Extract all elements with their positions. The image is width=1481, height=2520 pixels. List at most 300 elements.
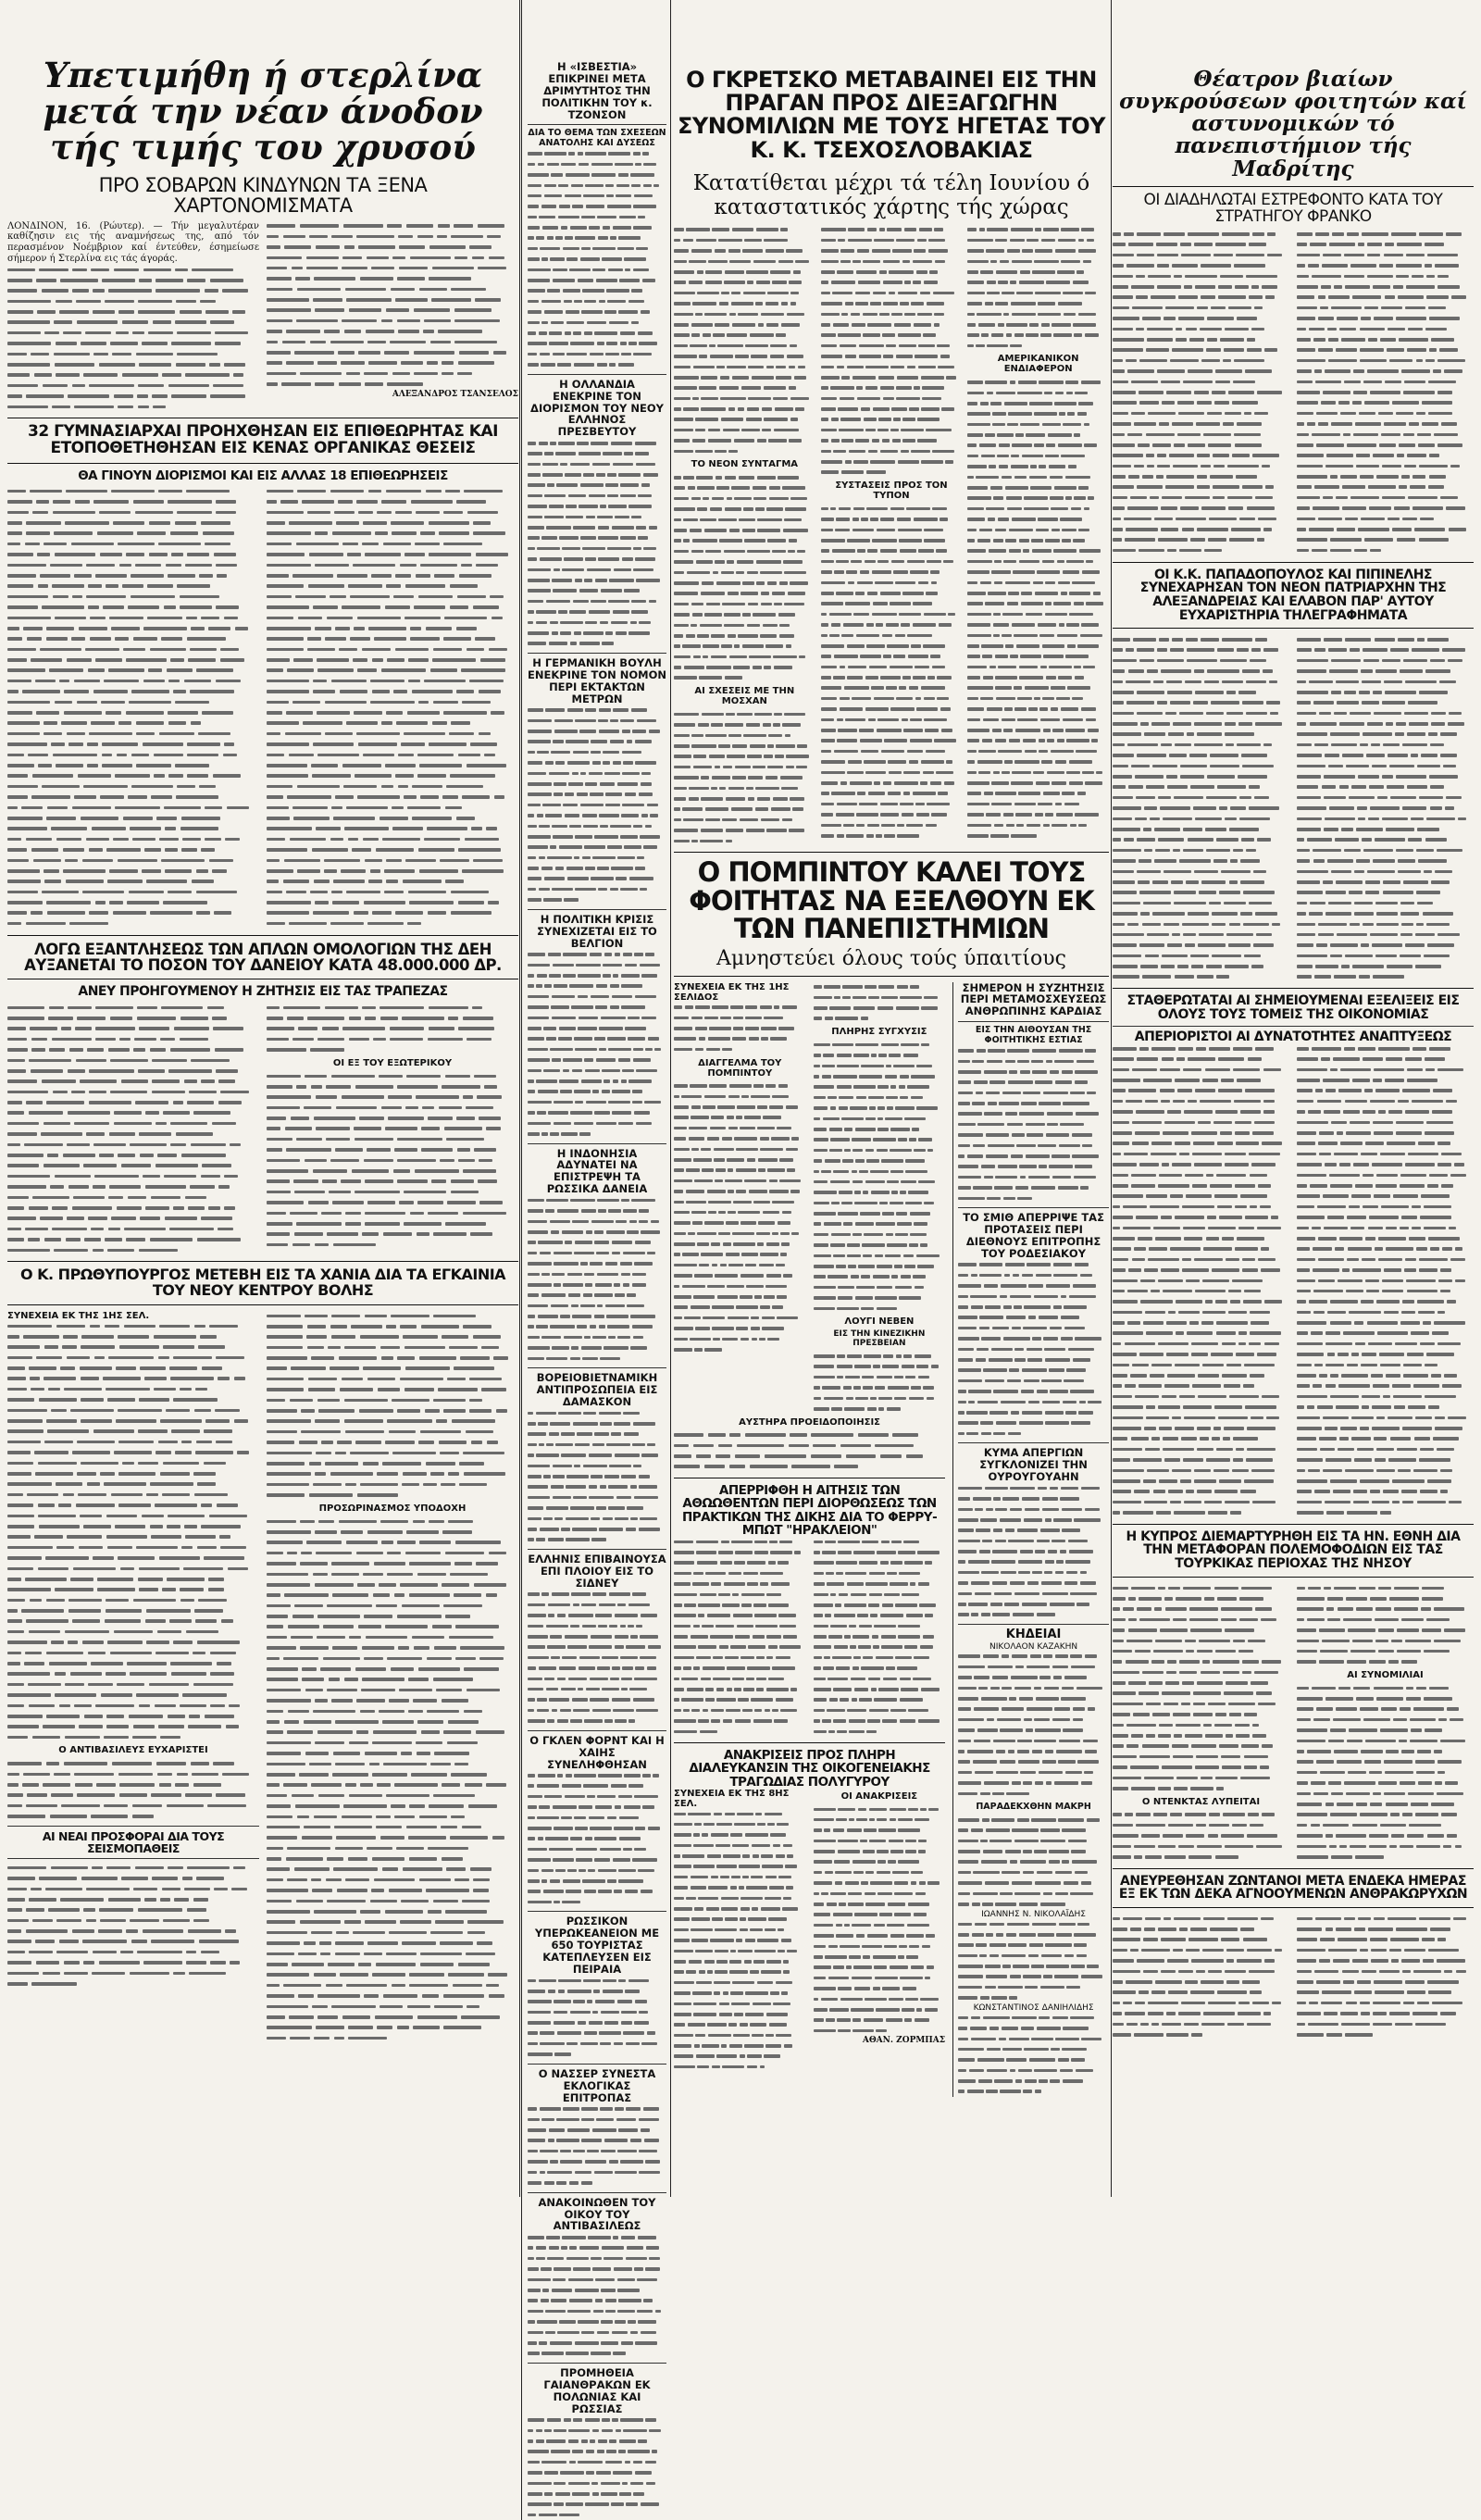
text-line: [1113, 482, 1289, 493]
text-line: [674, 1925, 806, 1935]
text-line: [814, 1716, 946, 1727]
text-line: [1113, 1678, 1289, 1688]
text-line: [7, 1769, 259, 1779]
text-line: [528, 2177, 666, 2188]
text-line: [674, 662, 815, 672]
text-line: [528, 149, 666, 159]
text-line: [814, 1590, 946, 1600]
text-line: [821, 351, 963, 361]
section-head: ΠΛΗΡΗΣ ΣΥΓΧΥΣΙΣ: [831, 1027, 927, 1038]
text-line: [267, 813, 518, 823]
text-line: [528, 831, 666, 842]
text-line: [814, 1155, 946, 1166]
text-line: [1113, 1297, 1289, 1307]
text-line: [7, 1711, 259, 1721]
text-line: [958, 1397, 1109, 1407]
text-line: [814, 1304, 946, 1314]
text-line: [674, 515, 815, 525]
text-line: [1297, 1476, 1474, 1486]
headline-economy: ΣΤΑΘΕΡΩΤΑΤΑΙ ΑΙ ΣΗΜΕΙΟΥΜΕΝΑΙ ΕΞΕΛΙΞΕΙΣ ΕΙΣ ΟΛΟΥΣ ΤΟΥΣ ΤΟΜΕΙΣ ΤΗΣ ΟΙΚΟΝΟΜΙΑΣ: [1126, 993, 1460, 1022]
text-line: [1113, 1444, 1289, 1454]
text-line: [1113, 418, 1289, 429]
text-line: [1297, 1657, 1474, 1667]
article-text: [528, 438, 666, 649]
text-line: [7, 1013, 259, 1023]
text-line: [528, 1087, 666, 1097]
text-line: [7, 1958, 259, 1968]
text-line: [7, 359, 259, 369]
text-line: [1113, 535, 1289, 545]
text-line: [267, 1516, 518, 1527]
text-line: [814, 1241, 946, 1251]
article-text: [528, 705, 666, 905]
text-line: [1113, 855, 1289, 866]
text-line: [814, 1621, 946, 1631]
text-line: [958, 1789, 1109, 1799]
text-line: [1297, 1370, 1474, 1380]
text-line: [1113, 1202, 1289, 1212]
text-line: [814, 1727, 946, 1737]
text-line: [674, 446, 815, 456]
text-line: [1297, 1065, 1474, 1075]
text-line: [267, 908, 518, 918]
text-line: [674, 730, 815, 741]
text-line: [1297, 271, 1474, 281]
text-line: [267, 1843, 518, 1853]
text-line: [528, 1248, 666, 1258]
text-line: [814, 1867, 946, 1878]
text-line: [958, 2034, 1109, 2044]
text-line: [7, 328, 259, 338]
obituary-name: ΝΙΚΟΛΑΟΝ ΚΑΖΑΚΗΝ: [989, 1641, 1078, 1652]
article-text: [674, 1081, 806, 1355]
text-line: [7, 1926, 259, 1936]
text-line: [814, 1092, 946, 1103]
text-line: [528, 1715, 666, 1726]
text-line: [1297, 972, 1474, 982]
headline-german-parliament: Η ΓΕΡΜΑΝΙΚΗ ΒΟΥΛΗ ΕΝΕΚΡΙΝΕ ΤΟΝ ΝΟΜΟΝ ΠΕΡΙ ΕΚΤΑΚΤΩΝ ΜΕΤΡΩΝ: [528, 656, 666, 705]
text-line: [821, 362, 963, 372]
section-head: ΠΑΡΑΔΕΚΧΘΗΝ ΜΑΚΡΗ: [976, 1802, 1091, 1813]
text-line: [674, 1313, 806, 1323]
text-line: [958, 1067, 1109, 1077]
text-line: [528, 1600, 666, 1610]
text-line: [821, 672, 963, 682]
article-text: [528, 1976, 666, 2060]
text-line: [958, 1683, 1109, 1693]
article-text: [1113, 634, 1289, 982]
text-line: [267, 327, 518, 337]
text-line: [7, 1521, 259, 1531]
text-line: [7, 1118, 259, 1129]
text-line: [528, 169, 666, 180]
text-line: [814, 1846, 946, 1856]
text-line: [7, 392, 259, 402]
section-head: ΟΙ ΕΞ ΤΟΥ ΕΞΩΤΕΡΙΚΟΥ: [332, 1057, 453, 1068]
text-line: [7, 687, 259, 697]
text-line: [1113, 303, 1289, 313]
text-line: [1113, 1286, 1289, 1296]
text-line: [1113, 1370, 1289, 1380]
text-line: [1113, 1413, 1289, 1423]
text-line: [267, 1187, 518, 1197]
text-line: [1113, 1924, 1289, 1934]
text-line: [674, 1176, 806, 1186]
text-line: [528, 2125, 666, 2135]
text-line: [528, 970, 666, 980]
text-line: [821, 715, 963, 725]
text-line: [1297, 461, 1474, 471]
headline-funerals: ΚΗΔΕΙΑΙ: [1005, 1628, 1062, 1642]
text-line: [528, 1258, 666, 1268]
text-line: [674, 720, 815, 730]
article-text: [528, 1408, 666, 1545]
text-line: [528, 2146, 666, 2156]
text-line: [674, 1547, 806, 1557]
text-line: [1113, 408, 1289, 418]
text-line: [267, 634, 518, 644]
text-line: [528, 1216, 666, 1227]
text-line: [267, 844, 518, 855]
article-text: [267, 1003, 518, 1055]
text-line: [7, 1384, 259, 1394]
text-line: [814, 1684, 946, 1694]
text-line: [958, 1313, 1109, 1323]
text-line: [674, 267, 815, 277]
text-line: [967, 504, 1109, 514]
text-line: [958, 1119, 1109, 1129]
text-line: [7, 877, 259, 887]
text-line: [821, 446, 963, 456]
text-line: [958, 1088, 1109, 1098]
text-line: [814, 1930, 946, 1940]
text-line: [1113, 698, 1289, 708]
text-line: [967, 789, 1109, 799]
text-line: [1113, 1149, 1289, 1159]
text-line: [1297, 303, 1474, 313]
text-line: [958, 1889, 1109, 1899]
article-text: [674, 1537, 806, 1737]
column-narrow: [521, 0, 666, 2520]
text-line: [7, 1034, 259, 1044]
text-line: [1113, 1710, 1289, 1720]
text-line: [821, 331, 963, 341]
text-line: [1297, 929, 1474, 940]
text-line: [528, 469, 666, 480]
text-line: [821, 789, 963, 799]
article-dei-loan: [7, 1003, 518, 1255]
text-line: [958, 1867, 1109, 1878]
text-line: [1113, 835, 1289, 845]
text-line: [967, 341, 1109, 351]
text-line: [1297, 1726, 1474, 1736]
text-line: [1297, 1945, 1474, 1955]
subheadline-gymnasiarchs: ΘΑ ΓΙΝΟΥΝ ΔΙΟΡΙΣΜΟΙ ΚΑΙ ΕΙΣ ΑΛΛΑΣ 18 ΕΠΙΘΕΩΡΗΣΕΙΣ: [78, 468, 448, 483]
text-line: [674, 1239, 806, 1249]
text-line: [814, 982, 946, 992]
text-line: [1113, 1667, 1289, 1678]
text-line: [267, 918, 518, 929]
text-line: [528, 1023, 666, 1033]
text-line: [1297, 1128, 1474, 1138]
text-line: [958, 1172, 1109, 1182]
text-line: [967, 567, 1109, 577]
text-line: [7, 1758, 259, 1768]
text-line: [814, 1403, 946, 1414]
text-line: [674, 1716, 806, 1727]
text-line: [267, 613, 518, 623]
text-line: [267, 1385, 518, 1395]
text-line: [267, 1906, 518, 1916]
text-line: [1297, 751, 1474, 761]
text-line: [674, 1956, 806, 1966]
headline-earthquake-offers: ΑΙ ΝΕΑΙ ΠΡΟΣΦΟΡΑΙ ΔΙΑ ΤΟΥΣ ΣΕΙΣΜΟΠΑΘΕΙΣ: [42, 1828, 225, 1855]
text-line: [814, 1920, 946, 1930]
text-line: [267, 1790, 518, 1801]
text-line: [674, 1935, 806, 1945]
text-line: [528, 716, 666, 726]
text-line: [1113, 1604, 1289, 1615]
text-line: [1297, 677, 1474, 687]
text-line: [814, 2004, 946, 2015]
text-line: [267, 284, 518, 294]
text-line: [7, 1968, 259, 1978]
text-line: [814, 1145, 946, 1155]
text-line: [674, 1323, 806, 1333]
text-line: [814, 1547, 946, 1557]
article-text: [1113, 1043, 1289, 1518]
text-line: [1297, 334, 1474, 344]
text-line: [528, 2232, 666, 2242]
text-line: [674, 1044, 806, 1054]
text-line: [967, 652, 1109, 662]
text-line: [674, 278, 815, 288]
text-line: [7, 1363, 259, 1373]
text-line: [7, 1171, 259, 1181]
text-line: [267, 1071, 518, 1081]
text-line: [814, 1889, 946, 1899]
text-line: [967, 288, 1109, 298]
text-line: [7, 1182, 259, 1192]
text-line: [967, 599, 1109, 609]
text-line: [821, 609, 963, 619]
text-line: [814, 1003, 946, 1013]
text-line: [528, 1663, 666, 1673]
text-line: [814, 1664, 946, 1674]
text-line: [7, 1779, 259, 1790]
text-line: [528, 1631, 666, 1641]
text-line: [1113, 1966, 1289, 1977]
text-line: [7, 1553, 259, 1563]
text-line: [814, 2026, 946, 2036]
text-line: [267, 1024, 518, 1034]
text-line: [958, 1354, 1109, 1365]
text-line: [958, 1428, 1109, 1439]
text-line: [958, 1078, 1109, 1088]
headline-smith-rhodesia: ΤΟ ΣΜΙΘ ΑΠΕΡΡΙΨΕ ΤΑΣ ΠΡΟΤΑΣΕΙΣ ΠΕΡΙ ΔΙΕΘΝΟΥΣ ΕΠΙΤΡΟΠΗΣ ΤΟΥ ΡΟΔΕΣΙΑΚΟΥ: [963, 1211, 1104, 1260]
text-line: [814, 1177, 946, 1187]
text-line: [528, 618, 666, 628]
text-line: [1113, 1212, 1289, 1222]
section-head: Ο ΝΤΕΝΚΤΑΣ ΛΥΠΕΙΤΑΙ: [1141, 1796, 1261, 1807]
text-line: [1297, 1086, 1474, 1096]
text-line: [267, 1538, 518, 1548]
text-line: [267, 379, 518, 389]
text-line: [7, 1542, 259, 1553]
text-line: [958, 1109, 1109, 1119]
text-line: [674, 556, 815, 567]
text-line: [267, 792, 518, 802]
text-line: [814, 1653, 946, 1663]
text-line: [821, 515, 963, 525]
text-line: [528, 628, 666, 638]
text-line: [528, 1781, 666, 1791]
text-line: [674, 2062, 806, 2072]
text-line: [267, 1643, 518, 1653]
text-line: [1113, 898, 1289, 908]
text-line: [528, 233, 666, 243]
text-line: [1113, 1773, 1289, 1783]
text-line: [267, 1632, 518, 1642]
text-line: [528, 1674, 666, 1684]
text-line: [528, 2275, 666, 2285]
text-line: [814, 1631, 946, 1641]
text-line: [1113, 1852, 1289, 1862]
text-line: [958, 1693, 1109, 1703]
text-line: [1297, 514, 1474, 524]
text-line: [528, 265, 666, 275]
text-line: [267, 718, 518, 729]
text-line: [814, 1372, 946, 1382]
text-line: [958, 1652, 1109, 1662]
text-line: [1113, 281, 1289, 292]
text-line: [814, 1251, 946, 1261]
text-line: [674, 773, 815, 783]
text-line: [1113, 440, 1289, 450]
text-line: [267, 1208, 518, 1218]
text-line: [7, 507, 259, 518]
text-line: [1297, 1339, 1474, 1349]
text-line: [1297, 1054, 1474, 1065]
text-line: [814, 1941, 946, 1952]
headline-indonesia: Η ΙΝΔΟΝΗΣΙΑ ΑΔΥΝΑΤΕΙ ΝΑ ΕΠΙΣΤΡΕΨΗ ΤΑ ΡΩΣΣΙΚΑ ΔΑΝΕΙΑ: [546, 1146, 648, 1196]
text-line: [1113, 504, 1289, 514]
text-line: [267, 231, 518, 242]
text-line: [958, 1589, 1109, 1599]
text-line: [528, 181, 666, 191]
headline-miners: ΑΝΕΥΡΕΘΗΣΑΝ ΖΩΝΤΑΝΟΙ ΜΕΤΑ ΕΝΔΕΚΑ ΗΜΕΡΑΣ ΕΞ ΕΚ ΤΩΝ ΔΕΚΑ ΑΓΝΟΟΥΜΕΝΩΝ ΑΝΘΡΑΚΩΡΥΧΩΝ: [1118, 1873, 1468, 1902]
text-line: [1113, 1507, 1289, 1517]
text-line: [528, 2264, 666, 2275]
text-line: [267, 697, 518, 707]
text-line: [7, 1077, 259, 1087]
text-line: [1113, 1423, 1289, 1433]
text-line: [267, 1527, 518, 1537]
text-line: [1113, 1054, 1289, 1065]
text-line: [267, 1833, 518, 1843]
text-line: [7, 1331, 259, 1341]
text-line: [1113, 1593, 1289, 1603]
article-text: [958, 1483, 1109, 1620]
text-line: [958, 1515, 1109, 1525]
text-line: [267, 1469, 518, 1479]
text-line: [1297, 1212, 1474, 1222]
text-line: [528, 2338, 666, 2348]
text-line: [267, 518, 518, 528]
text-line: [528, 790, 666, 800]
text-line: [1297, 1778, 1474, 1788]
text-line: [674, 351, 815, 361]
text-line: [1297, 961, 1474, 971]
text-line: [528, 1054, 666, 1065]
text-line: [267, 253, 518, 263]
text-line: [528, 810, 666, 820]
text-line: [674, 256, 815, 267]
text-line: [1297, 1604, 1474, 1615]
text-line: [267, 2023, 518, 2033]
text-line: [1113, 1086, 1289, 1096]
text-line: [267, 316, 518, 326]
text-line: [958, 1386, 1109, 1396]
article-miners: [1113, 1914, 1474, 2040]
text-line: [7, 666, 259, 676]
text-line: [1297, 356, 1474, 366]
text-line: [958, 1526, 1109, 1536]
text-line: [1297, 387, 1474, 397]
text-line: [7, 592, 259, 602]
text-line: [1297, 2029, 1474, 2040]
text-line: [7, 370, 259, 380]
text-line: [1113, 1945, 1289, 1955]
article-text: [7, 265, 259, 412]
text-line: [674, 1872, 806, 1882]
text-line: [1113, 1914, 1289, 1924]
text-line: [958, 1704, 1109, 1715]
text-line: [7, 518, 259, 528]
text-line: [7, 402, 259, 412]
text-line: [7, 918, 259, 929]
text-line: [1113, 1956, 1289, 1966]
text-line: [958, 1291, 1109, 1302]
text-line: [1113, 1841, 1289, 1852]
text-line: [1297, 1244, 1474, 1254]
article-text: [958, 1919, 1109, 2003]
text-line: [267, 1696, 518, 1706]
text-line: [7, 1679, 259, 1690]
text-line: [967, 535, 1109, 545]
text-line: [267, 358, 518, 368]
text-line: [528, 1129, 666, 1139]
text-line: [1297, 261, 1474, 271]
text-line: [1297, 1402, 1474, 1412]
text-line: [958, 1982, 1109, 1992]
text-line: [528, 726, 666, 736]
text-line: [1297, 1170, 1474, 1180]
text-line: [967, 309, 1109, 319]
text-line: [674, 341, 815, 351]
headline-uruguay-strikes: ΚΥΜΑ ΑΠΕΡΓΙΩΝ ΣΥΓΚΛΟΝΙΖΕΙ ΤΗΝ ΟΥΡΟΥΓΟΥΑΗΝ: [979, 1446, 1088, 1484]
text-line: [821, 319, 963, 330]
article-text: [814, 1351, 946, 1414]
text-line: [528, 1408, 666, 1418]
text-line: [1297, 877, 1474, 887]
text-line: [967, 515, 1109, 525]
text-line: [1297, 408, 1474, 418]
text-line: [674, 383, 815, 393]
text-line: [1113, 951, 1289, 961]
text-line: [1113, 1191, 1289, 1202]
text-line: [958, 1151, 1109, 1161]
